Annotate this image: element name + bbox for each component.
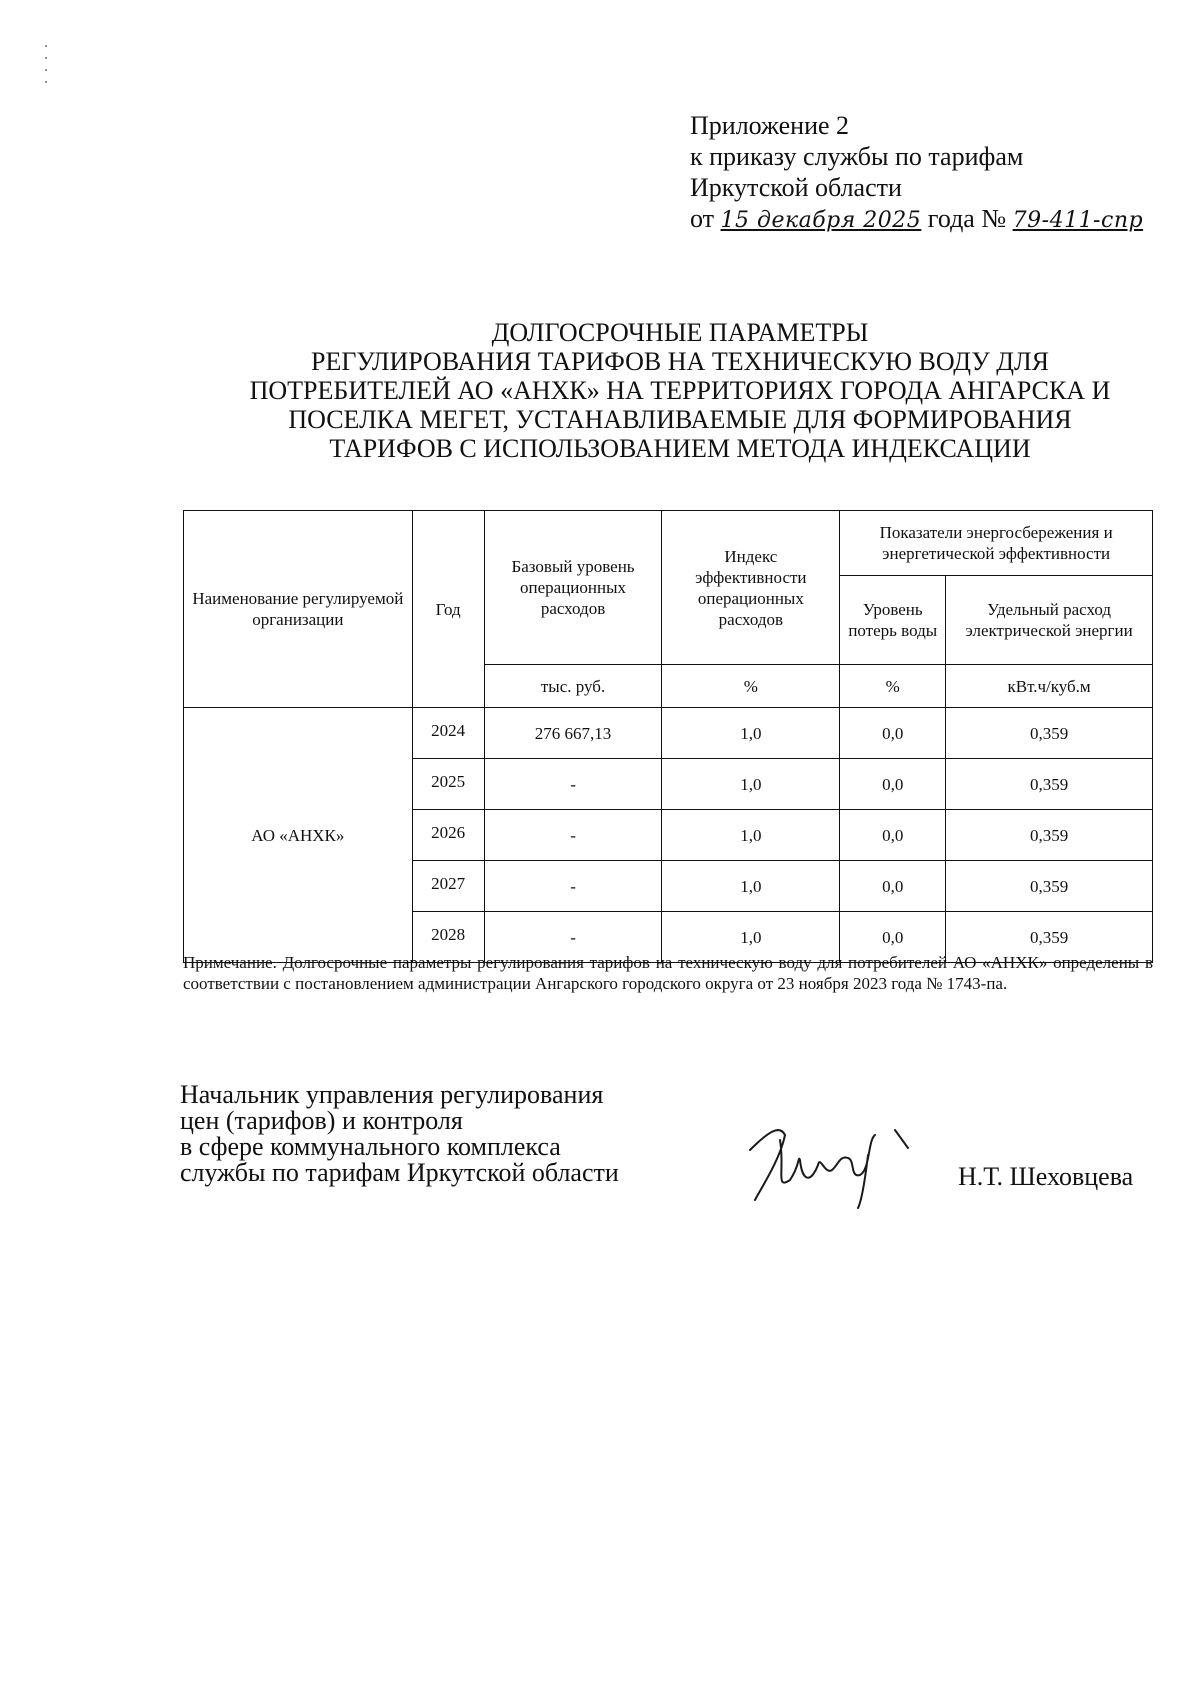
unit-electricity: кВт.ч/куб.м [946, 665, 1153, 708]
parameters-table [183, 510, 1153, 963]
signer-line: Начальник управления регулирования [180, 1080, 604, 1109]
title-line: ТАРИФОВ С ИСПОЛЬЗОВАНИЕМ МЕТОДА ИНДЕКСАЦИИ [329, 434, 1031, 463]
index-cell: 1,0 [662, 912, 840, 963]
header-efficiency-index: Индекс эффективности операционных расходов [662, 511, 840, 665]
base-level-cell: - [484, 759, 662, 810]
base-level-cell: - [484, 861, 662, 912]
handwritten-order-number: 79-411-спр [1012, 208, 1144, 233]
year-cell: 2027 [412, 861, 484, 912]
signer-line: цен (тарифов) и контроля [180, 1106, 463, 1135]
scan-marks [45, 45, 48, 105]
appendix-block [690, 110, 1143, 236]
electricity-cell: 0,359 [946, 810, 1153, 861]
organization-cell: АО «АНХК» [184, 708, 413, 963]
header-base-level: Базовый уровень операционных расходов [484, 511, 662, 665]
base-level-cell: 276 667,13 [484, 708, 662, 759]
signer-name: Н.Т. Шеховцева [958, 1162, 1134, 1191]
signer-line: в сфере коммунального комплекса [180, 1132, 561, 1161]
handwritten-date: 15 декабря 2025 [720, 208, 922, 233]
signer-line: службы по тарифам Иркутской области [180, 1158, 619, 1187]
table-note: Примечание. Долгосрочные параметры регулирования тарифов на техническую воду для потребителей АО «АНХК» определены в соответствии с постановлением администрации Ангарского городского округа от 23 ноября 2023 года № 1743-па. [183, 953, 1153, 993]
header-organization: Наименование регулируемой организации [184, 511, 413, 708]
base-level-cell: - [484, 810, 662, 861]
year-cell: 2028 [412, 912, 484, 963]
title-line: РЕГУЛИРОВАНИЯ ТАРИФОВ НА ТЕХНИЧЕСКУЮ ВОДУ ДЛЯ [311, 347, 1049, 376]
year-cell: 2024 [412, 708, 484, 759]
index-cell: 1,0 [662, 708, 840, 759]
unit-efficiency-index: % [662, 665, 840, 708]
header-water-loss: Уровень потерь воды [840, 576, 946, 665]
electricity-cell: 0,359 [946, 759, 1153, 810]
signer-position [180, 1082, 619, 1186]
date-suffix: года № [927, 204, 1007, 233]
base-level-cell: - [484, 912, 662, 963]
title-line: ПОТРЕБИТЕЛЕЙ АО «АНХК» НА ТЕРРИТОРИЯХ ГОРОДА АНГАРСКА И [249, 376, 1111, 405]
unit-water-loss: % [840, 665, 946, 708]
title-line: ДОЛГОСРОЧНЫЕ ПАРАМЕТРЫ [491, 318, 869, 347]
year-cell: 2025 [412, 759, 484, 810]
water-loss-cell: 0,0 [840, 708, 946, 759]
title-line: ПОСЕЛКА МЕГЕТ, УСТАНАВЛИВАЕМЫЕ ДЛЯ ФОРМИРОВАНИЯ [288, 405, 1072, 434]
handwritten-signature [740, 1120, 920, 1210]
document-title [200, 318, 1160, 463]
appendix-order-ref: к приказу службы по тарифам [690, 142, 1024, 171]
header-row [184, 511, 1153, 576]
electricity-cell: 0,359 [946, 708, 1153, 759]
appendix-title: Приложение 2 [690, 111, 850, 140]
header-energy-group: Показатели энергосбережения и энергетической эффективности [840, 511, 1153, 576]
water-loss-cell: 0,0 [840, 912, 946, 963]
water-loss-cell: 0,0 [840, 759, 946, 810]
header-electricity: Удельный расход электрической энергии [946, 576, 1153, 665]
date-prefix: от [690, 204, 715, 233]
table-row [184, 708, 1153, 759]
water-loss-cell: 0,0 [840, 861, 946, 912]
index-cell: 1,0 [662, 759, 840, 810]
index-cell: 1,0 [662, 861, 840, 912]
unit-base-level: тыс. руб. [484, 665, 662, 708]
index-cell: 1,0 [662, 810, 840, 861]
appendix-region: Иркутской области [690, 173, 902, 202]
header-year: Год [412, 511, 484, 708]
appendix-date-line [690, 203, 1143, 236]
year-cell: 2026 [412, 810, 484, 861]
water-loss-cell: 0,0 [840, 810, 946, 861]
electricity-cell: 0,359 [946, 912, 1153, 963]
electricity-cell: 0,359 [946, 861, 1153, 912]
